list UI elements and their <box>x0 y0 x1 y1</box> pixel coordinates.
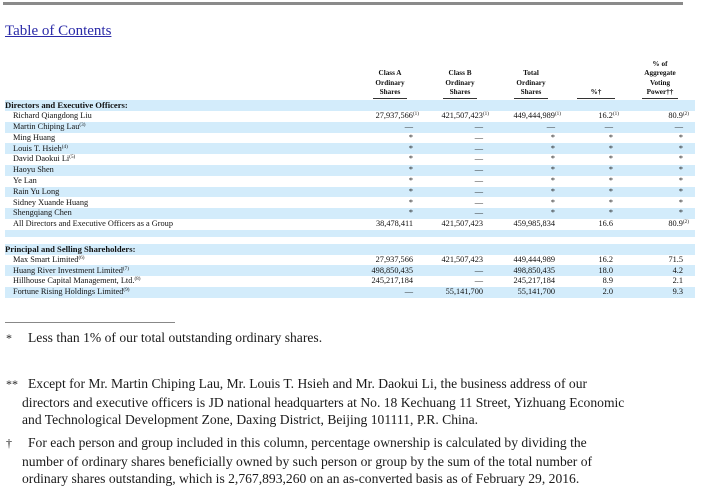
cell-class-a <box>355 111 425 122</box>
cell-voting-power <box>625 276 695 287</box>
cell-holder-name <box>5 197 355 208</box>
table-row <box>5 265 695 276</box>
cell-total <box>495 143 567 154</box>
cell-total-value: 449,444,989 <box>513 111 555 121</box>
cell-total <box>495 165 567 176</box>
cell-voting-power <box>625 133 695 144</box>
cell-class-a-value: * <box>408 165 413 175</box>
cell-total <box>495 287 567 298</box>
cell-voting-power <box>625 219 695 230</box>
cell-holder-name <box>5 265 355 276</box>
cell-voting-power-value: 2.1 <box>672 276 683 286</box>
table-row <box>5 255 695 266</box>
cell-class-b <box>425 265 495 276</box>
cell-percent-value: * <box>608 208 613 218</box>
cell-class-a <box>355 165 425 176</box>
footnote-mark: † <box>6 436 12 450</box>
cell-percent-value: * <box>608 186 613 196</box>
cell-voting-power-value: * <box>678 175 683 185</box>
spacer-cell <box>5 230 355 237</box>
cell-total-value: 498,850,435 <box>513 265 555 275</box>
section-spacer-row <box>5 237 695 244</box>
cell-holder-name <box>5 165 355 176</box>
cell-class-b <box>425 111 495 122</box>
empty-cell <box>495 100 567 111</box>
cell-class-b-value: — <box>474 175 483 185</box>
holder-name: Haoyu Shen <box>13 165 54 175</box>
cell-class-b-value: — <box>474 197 483 207</box>
header-percent: %† <box>567 60 625 100</box>
footnote-ref[interactable]: (1) <box>612 111 619 118</box>
cell-class-b <box>425 287 495 298</box>
section-header-row <box>5 244 695 255</box>
section-title: Principal and Selling Shareholders: <box>5 244 355 255</box>
footnote-ref[interactable]: (1) <box>482 111 489 118</box>
cell-voting-power <box>625 143 695 154</box>
section-header-row <box>5 100 695 111</box>
holder-name: Fortune Rising Holdings Limited <box>13 287 124 297</box>
cell-class-a-value: * <box>408 154 413 164</box>
header-name-col <box>5 60 355 100</box>
header-total: Total Ordinary Shares <box>495 60 567 100</box>
cell-class-a-value: * <box>408 208 413 218</box>
cell-voting-power <box>625 265 695 276</box>
cell-percent <box>567 276 625 287</box>
cell-class-a-value: — <box>404 121 413 131</box>
footnote-text: and Technological Development Zone, Daxing District, Beijing 101111, P.R. China. <box>22 412 478 427</box>
cell-voting-power-value: 4.2 <box>672 265 683 275</box>
cell-total <box>495 255 567 266</box>
cell-percent-value: 16.6 <box>598 219 613 229</box>
section-title: Directors and Executive Officers: <box>5 100 355 111</box>
cell-voting-power <box>625 165 695 176</box>
cell-voting-power-value: * <box>678 197 683 207</box>
cell-holder-name <box>5 154 355 165</box>
cell-total <box>495 219 567 230</box>
cell-class-b <box>425 176 495 187</box>
cell-total-value: * <box>550 132 555 142</box>
footnote-ref[interactable]: (5) <box>69 154 76 161</box>
cell-total-value: * <box>550 197 555 207</box>
cell-class-a-value: 27,937,566 <box>375 111 413 121</box>
header-class-b: Class B Ordinary Shares <box>425 60 495 100</box>
cell-class-b-value: — <box>474 165 483 175</box>
cell-voting-power <box>625 287 695 298</box>
cell-class-a <box>355 187 425 198</box>
cell-total-value: * <box>550 208 555 218</box>
cell-class-b <box>425 133 495 144</box>
cell-percent <box>567 219 625 230</box>
cell-total-value: 55,141,700 <box>517 287 555 297</box>
cell-class-b <box>425 143 495 154</box>
footnote-text: For each person and group included in this column, percentage ownership is calculated by dividing the <box>28 435 587 450</box>
cell-class-b <box>425 219 495 230</box>
cell-voting-power-value: 71.5 <box>668 254 683 264</box>
holder-name: Hillhouse Capital Management, Ltd. <box>13 276 135 286</box>
table-row <box>5 133 695 144</box>
table-row <box>5 154 695 165</box>
footnote-percentage-calculation <box>6 434 706 488</box>
cell-total-value: 245,217,184 <box>513 276 555 286</box>
holder-name: Martin Chiping Lau <box>13 121 80 131</box>
cell-percent <box>567 265 625 276</box>
cell-class-a <box>355 208 425 219</box>
cell-voting-power <box>625 187 695 198</box>
cell-class-a <box>355 255 425 266</box>
cell-total-value: — <box>546 121 555 131</box>
cell-class-b-value: — <box>474 121 483 131</box>
table-row <box>5 111 695 122</box>
cell-class-b-value: — <box>474 276 483 286</box>
spacer-cell <box>495 230 567 237</box>
cell-percent-value: — <box>604 121 613 131</box>
cell-class-a <box>355 287 425 298</box>
cell-percent <box>567 165 625 176</box>
footnote-ref[interactable]: (4) <box>61 143 68 150</box>
cell-holder-name <box>5 122 355 133</box>
table-row <box>5 219 695 230</box>
cell-voting-power-value: * <box>678 154 683 164</box>
cell-voting-power-value: * <box>678 208 683 218</box>
cell-class-b <box>425 154 495 165</box>
cell-voting-power <box>625 208 695 219</box>
empty-cell <box>567 244 625 255</box>
cell-class-b-value: — <box>474 132 483 142</box>
cell-class-b-value: — <box>474 186 483 196</box>
table-row <box>5 165 695 176</box>
cell-percent <box>567 122 625 133</box>
cell-voting-power-value: 80.9 <box>668 219 683 229</box>
cell-total-value: * <box>550 143 555 153</box>
cell-percent <box>567 176 625 187</box>
cell-total <box>495 187 567 198</box>
spacer-cell <box>495 237 567 244</box>
cell-class-b-value: — <box>474 265 483 275</box>
cell-class-b <box>425 197 495 208</box>
cell-class-a <box>355 219 425 230</box>
cell-voting-power-value: * <box>678 143 683 153</box>
table-row <box>5 122 695 133</box>
cell-total-value: * <box>550 186 555 196</box>
cell-class-a-value: * <box>408 197 413 207</box>
cell-total-value: * <box>550 165 555 175</box>
holder-name: Richard Qiangdong Liu <box>13 111 92 121</box>
cell-holder-name <box>5 111 355 122</box>
footnote-ref[interactable]: (3) <box>79 121 86 128</box>
cell-total-value: 459,985,834 <box>513 219 555 229</box>
cell-total-value: 449,444,989 <box>513 254 555 264</box>
spacer-cell <box>625 237 695 244</box>
footnote-mark: ** <box>6 377 18 391</box>
holder-name: Max Smart Limited <box>13 254 79 264</box>
cell-total <box>495 265 567 276</box>
spacer-cell <box>567 237 625 244</box>
cell-percent-value: 18.0 <box>598 265 613 275</box>
cell-class-b <box>425 255 495 266</box>
cell-holder-name <box>5 287 355 298</box>
cell-holder-name <box>5 276 355 287</box>
cell-voting-power-value: * <box>678 186 683 196</box>
cell-class-a <box>355 143 425 154</box>
cell-class-b-value: 421,507,423 <box>441 254 483 264</box>
footnote-ref[interactable]: (2) <box>682 111 689 118</box>
table-row <box>5 187 695 198</box>
cell-percent <box>567 208 625 219</box>
cell-holder-name <box>5 143 355 154</box>
spacer-cell <box>625 230 695 237</box>
holder-name: Ming Huang <box>13 132 56 142</box>
empty-cell <box>355 244 425 255</box>
cell-percent <box>567 111 625 122</box>
cell-voting-power-value: 9.3 <box>672 287 683 297</box>
cell-class-a-value: * <box>408 186 413 196</box>
spacer-cell <box>355 230 425 237</box>
empty-cell <box>625 244 695 255</box>
cell-class-b <box>425 208 495 219</box>
footnote-ref[interactable]: (1) <box>412 111 419 118</box>
cell-class-a-value: * <box>408 132 413 142</box>
cell-class-a-value: 498,850,435 <box>371 265 413 275</box>
cell-voting-power <box>625 111 695 122</box>
footnote-ref[interactable]: (9) <box>123 287 130 294</box>
cell-total <box>495 133 567 144</box>
cell-percent-value: * <box>608 143 613 153</box>
cell-class-a-value: — <box>404 287 413 297</box>
empty-cell <box>425 100 495 111</box>
cell-total <box>495 122 567 133</box>
cell-percent <box>567 197 625 208</box>
cell-class-a <box>355 133 425 144</box>
cell-percent <box>567 187 625 198</box>
page-top-rule <box>3 2 683 5</box>
spacer-cell <box>5 237 355 244</box>
table-row <box>5 197 695 208</box>
holder-name: Rain Yu Long <box>13 186 60 196</box>
cell-total-value: * <box>550 154 555 164</box>
table-row <box>5 208 695 219</box>
cell-percent-value: * <box>608 165 613 175</box>
footnote-business-address <box>6 375 706 429</box>
cell-total <box>495 154 567 165</box>
holder-name: Huang River Investment Limited <box>13 265 123 275</box>
footnote-ref[interactable]: (7) <box>122 265 129 272</box>
cell-class-a-value: * <box>408 175 413 185</box>
empty-cell <box>625 100 695 111</box>
holder-name: All Directors and Executive Officers as a Group <box>13 219 173 229</box>
cell-total <box>495 197 567 208</box>
cell-voting-power-value: 80.9 <box>668 111 683 121</box>
footnote-text: directors and executive officers is JD national headquarters at No. 18 Kechuang 11 Street, Yizhuang Economic <box>22 394 625 410</box>
cell-class-b-value: — <box>474 143 483 153</box>
footnote-less-than-1pct <box>6 329 706 348</box>
cell-class-b-value: 55,141,700 <box>445 287 483 297</box>
cell-total-value: * <box>550 175 555 185</box>
cell-class-b-value: — <box>474 208 483 218</box>
cell-percent-value: 16.2 <box>598 254 613 264</box>
cell-percent-value: 2.0 <box>602 287 613 297</box>
holder-name: Louis T. Hsieh <box>13 143 62 153</box>
cell-class-b <box>425 187 495 198</box>
cell-percent-value: * <box>608 154 613 164</box>
empty-cell <box>495 244 567 255</box>
cell-percent-value: * <box>608 175 613 185</box>
empty-cell <box>425 244 495 255</box>
cell-class-b <box>425 165 495 176</box>
cell-percent <box>567 133 625 144</box>
footnote-ref[interactable]: (6) <box>78 254 85 261</box>
cell-voting-power <box>625 197 695 208</box>
footnote-ref[interactable]: (1) <box>554 111 561 118</box>
cell-class-a-value: * <box>408 143 413 153</box>
holder-name: Sidney Xuande Huang <box>13 197 89 207</box>
cell-class-a-value: 38,478,411 <box>375 219 413 229</box>
spacer-cell <box>355 237 425 244</box>
cell-class-b <box>425 276 495 287</box>
section-spacer-row <box>5 230 695 237</box>
cell-holder-name <box>5 187 355 198</box>
cell-voting-power <box>625 255 695 266</box>
header-class-a: Class A Ordinary Shares <box>355 60 425 100</box>
header-voting-power: % of Aggregate Voting Power†† <box>625 60 695 100</box>
spacer-cell <box>567 230 625 237</box>
holder-name: Shengqiang Chen <box>13 208 72 218</box>
cell-percent <box>567 287 625 298</box>
cell-total <box>495 176 567 187</box>
empty-cell <box>567 100 625 111</box>
holder-name: Ye Lan <box>13 175 37 185</box>
footnote-ref[interactable]: (8) <box>134 276 141 283</box>
cell-voting-power-value: * <box>678 132 683 142</box>
cell-class-b-value: 421,507,423 <box>441 111 483 121</box>
footnote-text: ordinary shares outstanding, which is 2,767,893,260 on an as-converted basis as of February 29, 2016. <box>22 471 580 486</box>
spacer-cell <box>425 230 495 237</box>
cell-class-a-value: 245,217,184 <box>371 276 413 286</box>
cell-class-a-value: 27,937,566 <box>375 254 413 264</box>
cell-class-b-value: 421,507,423 <box>441 219 483 229</box>
cell-percent <box>567 255 625 266</box>
cell-total <box>495 208 567 219</box>
cell-voting-power <box>625 154 695 165</box>
cell-class-b-value: — <box>474 154 483 164</box>
table-of-contents-link[interactable]: Table of Contents <box>5 23 112 39</box>
footnote-text: number of ordinary shares beneficially owned by such person or group by the sum of the total number of <box>22 453 593 469</box>
cell-holder-name <box>5 176 355 187</box>
cell-class-a <box>355 176 425 187</box>
spacer-cell <box>425 237 495 244</box>
ownership-table <box>5 60 695 298</box>
cell-voting-power-value: * <box>678 165 683 175</box>
table-row <box>5 143 695 154</box>
cell-percent <box>567 154 625 165</box>
cell-percent-value: * <box>608 197 613 207</box>
cell-holder-name <box>5 219 355 230</box>
cell-percent-value: 16.2 <box>598 111 613 121</box>
cell-class-b <box>425 122 495 133</box>
cell-voting-power <box>625 122 695 133</box>
footnote-mark: * <box>6 331 12 345</box>
cell-holder-name <box>5 133 355 144</box>
table-row <box>5 287 695 298</box>
table-row <box>5 176 695 187</box>
cell-percent-value: * <box>608 132 613 142</box>
cell-voting-power <box>625 176 695 187</box>
cell-percent-value: 8.9 <box>602 276 613 286</box>
holder-name: David Daokui Li <box>13 154 70 164</box>
cell-total <box>495 111 567 122</box>
cell-class-a <box>355 276 425 287</box>
cell-class-a <box>355 154 425 165</box>
cell-class-a <box>355 122 425 133</box>
cell-class-a <box>355 265 425 276</box>
cell-total <box>495 276 567 287</box>
footnote-ref[interactable]: (2) <box>682 219 689 226</box>
cell-voting-power-value: — <box>674 121 683 131</box>
footnote-text: Except for Mr. Martin Chiping Lau, Mr. Louis T. Hsieh and Mr. Daokui Li, the business address of our <box>28 376 588 391</box>
cell-holder-name <box>5 208 355 219</box>
footnote-divider <box>5 322 175 323</box>
cell-class-a <box>355 197 425 208</box>
footnote-text: Less than 1% of our total outstanding ordinary shares. <box>28 330 323 345</box>
cell-holder-name <box>5 255 355 266</box>
table-header-row <box>5 60 695 100</box>
cell-percent <box>567 143 625 154</box>
empty-cell <box>355 100 425 111</box>
table-row <box>5 276 695 287</box>
